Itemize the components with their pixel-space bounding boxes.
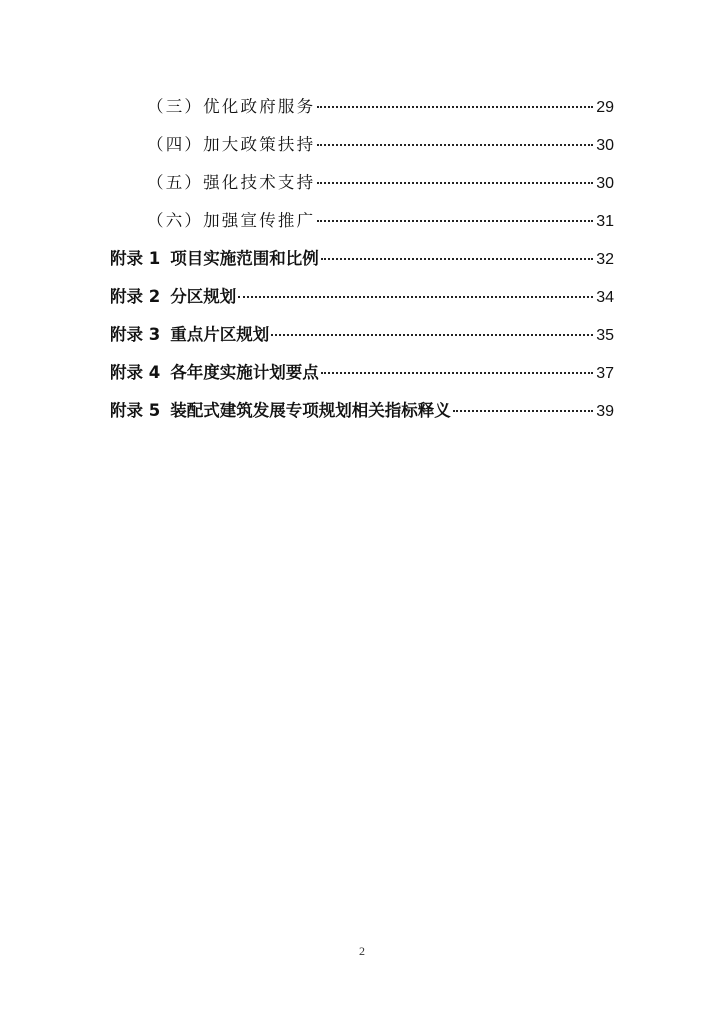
toc-entry-page-number: 30 [596,175,614,192]
toc-entry-prefix: 附录 4 [110,363,161,382]
toc-entry-section-6[interactable] [147,209,614,233]
toc-entry-section-3[interactable] [147,95,614,119]
toc-entry-prefix: 附录 1 [110,249,161,268]
toc-entry-page-number: 35 [596,327,614,344]
dot-leader [321,372,593,374]
toc-entry-title: 加强宣传推广 [203,211,316,230]
toc-entry-title: 加大政策扶持 [203,135,316,154]
dot-leader [238,296,593,298]
toc-entry-title: 优化政府服务 [203,97,316,116]
dot-leader [271,334,593,336]
toc-entry-prefix: （四） [147,135,204,154]
toc-entry-title: 强化技术支持 [203,173,316,192]
toc-entry-appendix-3[interactable] [110,323,614,347]
toc-entry-page-number: 32 [596,251,614,268]
toc-entry-section-4[interactable] [147,133,614,157]
toc-entry-prefix: （六） [147,211,204,230]
toc-entry-prefix: （五） [147,173,204,192]
toc-entry-page-number: 29 [596,99,614,116]
toc-entry-page-number: 31 [596,213,614,230]
toc-entry-page-number: 37 [596,365,614,382]
toc-entry-page-number: 34 [596,289,614,306]
toc-entry-prefix: （三） [147,97,204,116]
toc-entry-appendix-1[interactable] [110,247,614,271]
toc-entry-title: 装配式建筑发展专项规划相关指标释义 [170,401,451,420]
toc-entry-title: 分区规划 [170,287,237,306]
toc-entry-page-number: 30 [596,137,614,154]
toc-entry-prefix: 附录 3 [110,325,161,344]
toc-entry-section-5[interactable] [147,171,614,195]
toc-entry-title: 各年度实施计划要点 [170,363,319,382]
dot-leader [317,106,593,108]
dot-leader [317,182,593,184]
toc-entry-prefix: 附录 5 [110,401,161,420]
toc-entry-prefix: 附录 2 [110,287,161,306]
toc-entry-page-number: 39 [596,403,614,420]
toc-entry-title: 项目实施范围和比例 [170,249,319,268]
dot-leader [317,220,593,222]
dot-leader [321,258,593,260]
toc-entry-appendix-5[interactable] [110,399,614,423]
toc-entry-appendix-4[interactable] [110,361,614,385]
footer-page-number: 2 [359,944,365,958]
dot-leader [317,144,593,146]
dot-leader [453,410,593,412]
toc-entry-appendix-2[interactable] [110,285,614,309]
toc-entry-title: 重点片区规划 [170,325,270,344]
